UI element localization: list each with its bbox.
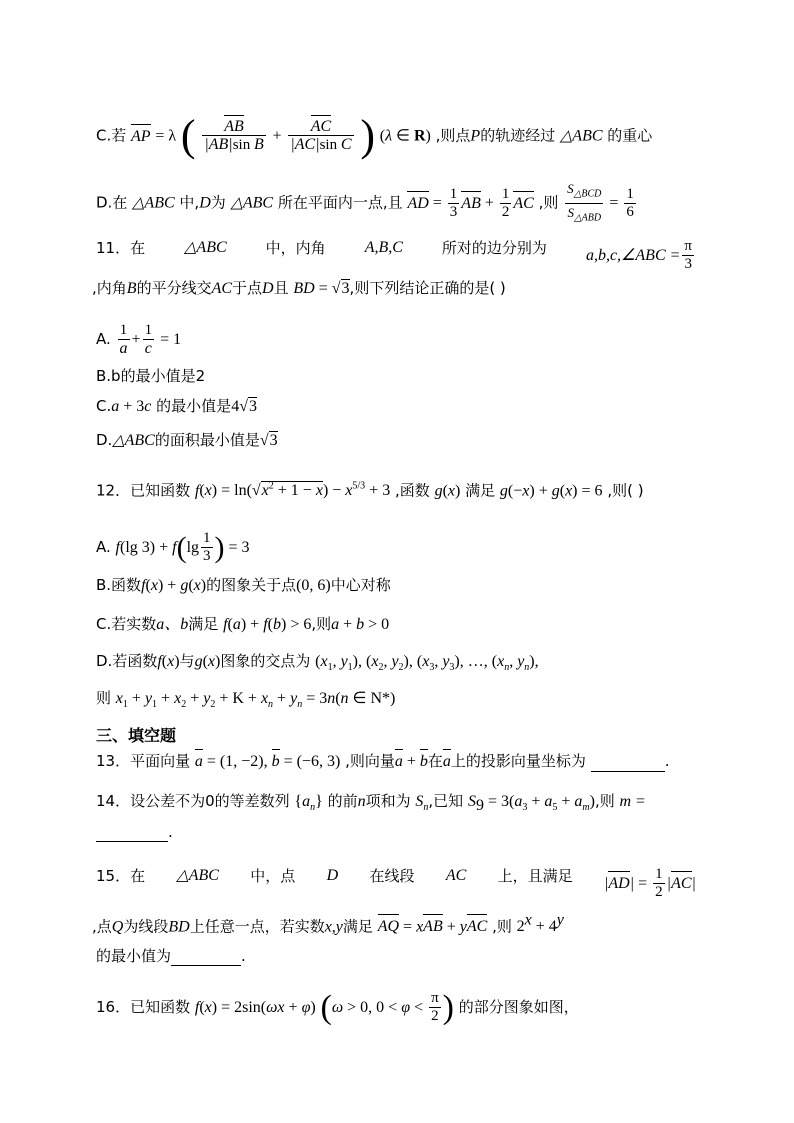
text: 的面积最小值是 xyxy=(154,431,260,449)
vars: A,B,C xyxy=(364,239,403,256)
text: ,则 xyxy=(311,615,332,633)
q11-stem-line1: 11．在 △ABC 中，内角 A,B,C 所对的边分别为 a,b,c,∠ABC = $\frac{\pi}{3}$ xyxy=(96,238,692,272)
var: D xyxy=(199,194,211,212)
text: ,则 xyxy=(538,193,559,212)
text: 则 xyxy=(96,689,112,707)
text: ,则下列结论正确的是( ) xyxy=(349,279,506,297)
text: 的重心 xyxy=(607,126,653,145)
text: 的部分图象如图， xyxy=(458,998,579,1016)
text: 上，且满足 xyxy=(497,867,573,885)
text: C.若实数 xyxy=(96,615,157,633)
q12-stem: 12．已知函数 $f(x) = \ln(√x^2 + 1 - x) - x^{5/3} + 3$ ,函数 g(x) 满足 g(−x) + g(x) = 6 ,则( ) xyxy=(96,481,644,500)
var: D xyxy=(262,280,274,297)
q15-line2: ,点Q为线段BD上任意一点，若实数x,y满足 AQ = xAB + yAC ,则 $2^x + 4^y$ xyxy=(92,912,564,936)
q12-option-a: A. f(lg 3) + f(lg $\frac{1}{3}$ ) = 3 xyxy=(96,530,250,564)
var: AC xyxy=(445,867,467,884)
q15-line1: 15．在 △ABC 中，点 D 在线段 AC 上，且满足 |AD| = $\frac{1}{2}$ |AC| xyxy=(96,866,696,900)
text: 与 xyxy=(179,652,195,670)
q12-option-b: B.函数f(x) + g(x)的图象关于点(0, 6)中心对称 xyxy=(96,576,391,594)
text: 中心对称 xyxy=(330,576,391,594)
text: 满足 xyxy=(342,917,373,936)
q11-stem-line2: ,内角B的平分线交AC于点D且 BD = √3,则下列结论正确的是( ) xyxy=(92,279,506,297)
answer-blank[interactable] xyxy=(96,825,168,842)
var: m = xyxy=(619,793,646,810)
text: 所对的边分别为 xyxy=(441,239,547,257)
q14: 14．设公差不为0的等差数列 $\{a_n\}$ 的前n项和为 $S_n$,已知 $S_9 = 3(a_3 + a_5 + a_m)$,则 m = xyxy=(96,792,646,814)
text: ,函数 xyxy=(395,481,430,500)
text: ,已知 xyxy=(428,792,464,810)
var: n xyxy=(357,793,366,810)
fraction: $\frac{AC}{\text{|AC|sin C}}$ xyxy=(290,118,352,153)
text: 满足 xyxy=(465,481,496,500)
var: P xyxy=(470,127,481,145)
q11-option-b: B.b的最小值是2 xyxy=(96,367,206,385)
text: 11．在 xyxy=(96,239,146,257)
vars: a、b xyxy=(156,616,189,633)
section-title: 三、填空题 xyxy=(96,726,177,745)
text: 14．设公差不为0的等差数列 xyxy=(96,792,290,810)
text: C.若 xyxy=(96,126,127,145)
text: 且 xyxy=(273,279,289,297)
triangle-abc: △ABC xyxy=(559,127,603,145)
var: BD xyxy=(168,918,190,936)
q12-option-d-line2: 则 $x_1 + y_1 + x_2 + y_2 + K + x_n + y_n = 3n(n$ ∈ N*) xyxy=(96,689,396,711)
fraction: $\frac{AB}{\text{|AB|sin B}}$ xyxy=(204,118,264,153)
q16: 16．已知函数 f(x) = 2sin(ωx + φ) (ω > 0, 0 < φ < $\frac{\pi}{2}$ ) 的部分图象如图， xyxy=(96,988,579,1026)
answer-blank[interactable] xyxy=(591,755,665,772)
text: ,点 xyxy=(92,917,112,936)
text: 的最小值是 xyxy=(156,397,232,415)
q10-option-c: C.若 AP = λ ( $\frac{AB}{\text{|AB|sin B}}$ + $\frac{AC}{\text{|AC|sin C}}$ ) (λ ∈ R) ,则点P的轨迹经过 △ABC 的重心 xyxy=(96,111,653,160)
text: 中, xyxy=(179,193,200,212)
var: x,y xyxy=(324,918,343,936)
var: B xyxy=(126,280,137,297)
text: 12．已知函数 xyxy=(96,481,191,500)
answer-blank[interactable] xyxy=(171,949,241,966)
text: ,则 xyxy=(594,792,615,810)
q12-option-c: C.若实数a、b满足 f(a) + f(b) > 6,则a + b > 0 xyxy=(96,615,390,633)
text: ,则 xyxy=(492,917,512,936)
text: D.在 xyxy=(96,193,128,212)
var: D xyxy=(326,867,339,884)
var: Q xyxy=(111,918,124,936)
text: ,则向量 xyxy=(345,752,395,770)
text: . xyxy=(241,947,246,965)
text: D.若函数 xyxy=(96,652,158,670)
q11-option-a: A. $\frac{1}{a}$ + $\frac{1}{c}$ = 1 xyxy=(96,322,182,357)
text: B.函数 xyxy=(96,576,142,594)
text: ,内角 xyxy=(92,279,127,297)
q15-line3 xyxy=(96,946,246,966)
q12-option-d: D.若函数f(x)与g(x)图象的交点为 ($x_1$, $y_1$), ($x_2$, $y_2$), ($x_3$, $y_3$), …, ($x_n$, $y_n$), xyxy=(96,652,539,674)
text: 13．平面向量 xyxy=(96,752,191,770)
text: 中，点 xyxy=(250,867,296,885)
text: 上任意一点，若实数 xyxy=(189,917,325,936)
text: 所在平面内一点,且 xyxy=(277,193,403,212)
text: 为线段 xyxy=(123,917,169,936)
text: 的前 xyxy=(327,792,358,810)
vec-AP: AP xyxy=(131,127,151,145)
text: 上的投影向量坐标为 xyxy=(450,752,586,770)
text: 的轨迹经过 xyxy=(480,126,556,145)
text: 的平分线交 xyxy=(136,279,212,297)
q11-option-d: D.△ABC的面积最小值是√3 xyxy=(96,431,278,449)
q13: 13．平面向量 a = (1, −2), b = (−6, 3) ,则向量a + b在a上的投影向量坐标为 . xyxy=(96,752,670,770)
q11-option-c: C.a + 3c 的最小值是4√3 xyxy=(96,397,257,415)
text: ,则点 xyxy=(435,126,471,145)
text: 为 xyxy=(210,193,226,212)
text: 于点 xyxy=(232,279,263,297)
label: D. xyxy=(96,431,113,449)
label: C. xyxy=(96,397,112,415)
text: . xyxy=(168,823,173,841)
text: 图象的交点为 xyxy=(220,652,311,670)
q10-option-d: D.在 △ABC 中,D为 △ABC 所在平面内一点,且 AD = $\frac{1}{3}$ AB + $\frac{1}{2}$ AC ,则 $\frac{S_{\triangle BCD}}{S_{\triangle ABD}}$ = $\frac{1}{6}$ xyxy=(96,181,634,224)
text: 在线段 xyxy=(369,867,415,885)
text: 的图象关于点 xyxy=(206,576,297,594)
label: A. xyxy=(96,538,111,556)
text: . xyxy=(664,752,670,770)
text: 的最小值为 xyxy=(96,947,172,965)
label: A. xyxy=(96,330,111,348)
q14-blank-line xyxy=(96,822,173,842)
text: 15．在 xyxy=(96,867,146,885)
text: 16．已知函数 xyxy=(96,998,191,1016)
text: 满足 xyxy=(188,615,219,633)
var: AC xyxy=(211,280,233,297)
text: 项和为 xyxy=(365,792,411,810)
text: 在 xyxy=(427,752,443,770)
sides: a,b,c,∠ABC = xyxy=(585,247,681,264)
text: 中，内角 xyxy=(265,239,326,257)
text: ,则( ) xyxy=(607,481,644,500)
